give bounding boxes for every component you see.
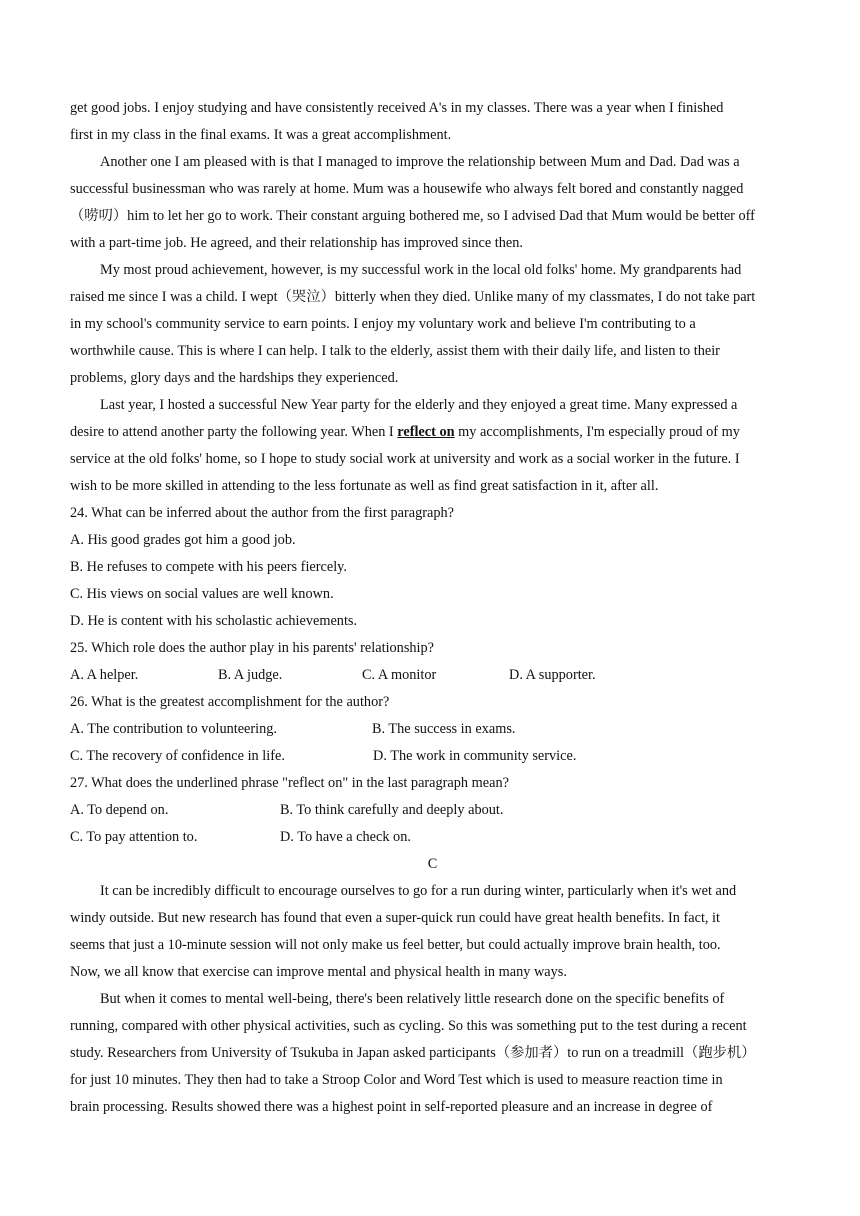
question-stem: 25. Which role does the author play in his parents' relationship? — [70, 640, 435, 656]
option-b: B. The success in exams. — [372, 721, 516, 737]
option-c: C. His views on social values are well known. — [70, 586, 334, 602]
text-line: for just 10 minutes. They then had to take a Stroop Color and Word Test which is used to measure reaction time in — [70, 1072, 723, 1088]
option-d: D. The work in community service. — [373, 748, 577, 764]
text-line: It can be incredibly difficult to encourage ourselves to go for a run during winter, particularly when it's wet and — [100, 883, 737, 899]
option-c: C. A monitor — [362, 667, 437, 683]
passage-b-paragraph-3 — [70, 257, 795, 392]
text-line: brain processing. Results showed there was a highest point in self-reported pleasure and an increase in degree of — [70, 1099, 713, 1115]
question-25 — [70, 635, 795, 689]
options-row — [70, 716, 795, 743]
section-heading: C — [427, 856, 438, 872]
text-line: problems, glory days and the hardships they experienced. — [70, 370, 399, 386]
passage-c-paragraph-1 — [70, 878, 795, 986]
text-line: windy outside. But new research has found that even a super-quick run could have great health benefits. In fact, it — [70, 910, 721, 926]
text-line: first in my class in the final exams. It was a great accomplishment. — [70, 127, 452, 143]
text-line — [70, 419, 795, 446]
question-26 — [70, 689, 795, 770]
question-27 — [70, 770, 795, 851]
text-line: But when it comes to mental well-being, there's been relatively little research done on the specific benefits of — [100, 991, 725, 1007]
passage-b-paragraph-4 — [70, 392, 795, 500]
text-line: My most proud achievement, however, is my successful work in the local old folks' home. My grandparents had — [100, 262, 742, 278]
text-line: service at the old folks' home, so I hope to study social work at university and work as a social worker in the future. I — [70, 451, 740, 467]
options-row — [70, 824, 795, 851]
underlined-phrase: reflect on — [397, 424, 455, 440]
options-row — [70, 797, 795, 824]
text-line: Now, we all know that exercise can improve mental and physical health in many ways. — [70, 964, 567, 980]
option-a: A. His good grades got him a good job. — [70, 532, 296, 548]
exam-page — [70, 95, 795, 1121]
question-stem: 27. What does the underlined phrase "reflect on" in the last paragraph mean? — [70, 775, 509, 791]
options-row — [70, 662, 795, 689]
text-line: worthwhile cause. This is where I can help. I talk to the elderly, assist them with their daily life, and listen to their — [70, 343, 720, 359]
option-c: C. To pay attention to. — [70, 829, 198, 845]
text-line: （唠叨）him to let her go to work. Their constant arguing bothered me, so I advised Dad that Mum would be better off — [70, 208, 755, 224]
option-a: A. A helper. — [70, 667, 139, 683]
text-segment: my accomplishments, I'm especially proud of my — [454, 424, 740, 440]
text-line: Another one I am pleased with is that I managed to improve the relationship between Mum and Dad. Dad was a — [100, 154, 740, 170]
text-line: successful businessman who was rarely at home. Mum was a housewife who always felt bored and constantly nagged — [70, 181, 744, 197]
text-line: raised me since I was a child. I wept（哭泣）bitterly when they died. Unlike many of my classmates, I do not take part — [70, 289, 756, 305]
option-b: B. A judge. — [218, 667, 283, 683]
option-a: A. To depend on. — [70, 802, 169, 818]
options-row — [70, 743, 795, 770]
text-segment: desire to attend another party the following year. When I — [70, 424, 398, 440]
question-24 — [70, 500, 795, 635]
text-line: Last year, I hosted a successful New Year party for the elderly and they enjoyed a great time. Many expressed a — [100, 397, 738, 413]
option-d: D. To have a check on. — [280, 829, 411, 845]
option-c: C. The recovery of confidence in life. — [70, 748, 285, 764]
option-d: D. A supporter. — [509, 667, 596, 683]
text-line: running, compared with other physical activities, such as cycling. So this was something put to the test during a recent — [70, 1018, 747, 1034]
text-line: study. Researchers from University of Tsukuba in Japan asked participants（参加者）to run on a treadmill（跑步机） — [70, 1045, 756, 1061]
option-b: B. He refuses to compete with his peers fiercely. — [70, 559, 347, 575]
passage-b-paragraph-2 — [70, 149, 795, 257]
passage-c-paragraph-2 — [70, 986, 795, 1121]
text-line: get good jobs. I enjoy studying and have consistently received A's in my classes. There was a year when I finished — [70, 100, 724, 116]
option-a: A. The contribution to volunteering. — [70, 721, 278, 737]
text-line: wish to be more skilled in attending to the less fortunate as well as find great satisfaction in it, after all. — [70, 478, 659, 494]
question-stem: 26. What is the greatest accomplishment for the author? — [70, 694, 390, 710]
text-line: seems that just a 10-minute session will not only make us feel better, but could actually improve brain health, too. — [70, 937, 721, 953]
option-d: D. He is content with his scholastic achievements. — [70, 613, 358, 629]
question-stem: 24. What can be inferred about the author from the first paragraph? — [70, 505, 455, 521]
passage-b-paragraph-1-tail — [70, 95, 795, 149]
text-line: in my school's community service to earn points. I enjoy my voluntary work and believe I'm contributing to a — [70, 316, 696, 332]
text-line: with a part-time job. He agreed, and their relationship has improved since then. — [70, 235, 523, 251]
option-b: B. To think carefully and deeply about. — [280, 802, 504, 818]
